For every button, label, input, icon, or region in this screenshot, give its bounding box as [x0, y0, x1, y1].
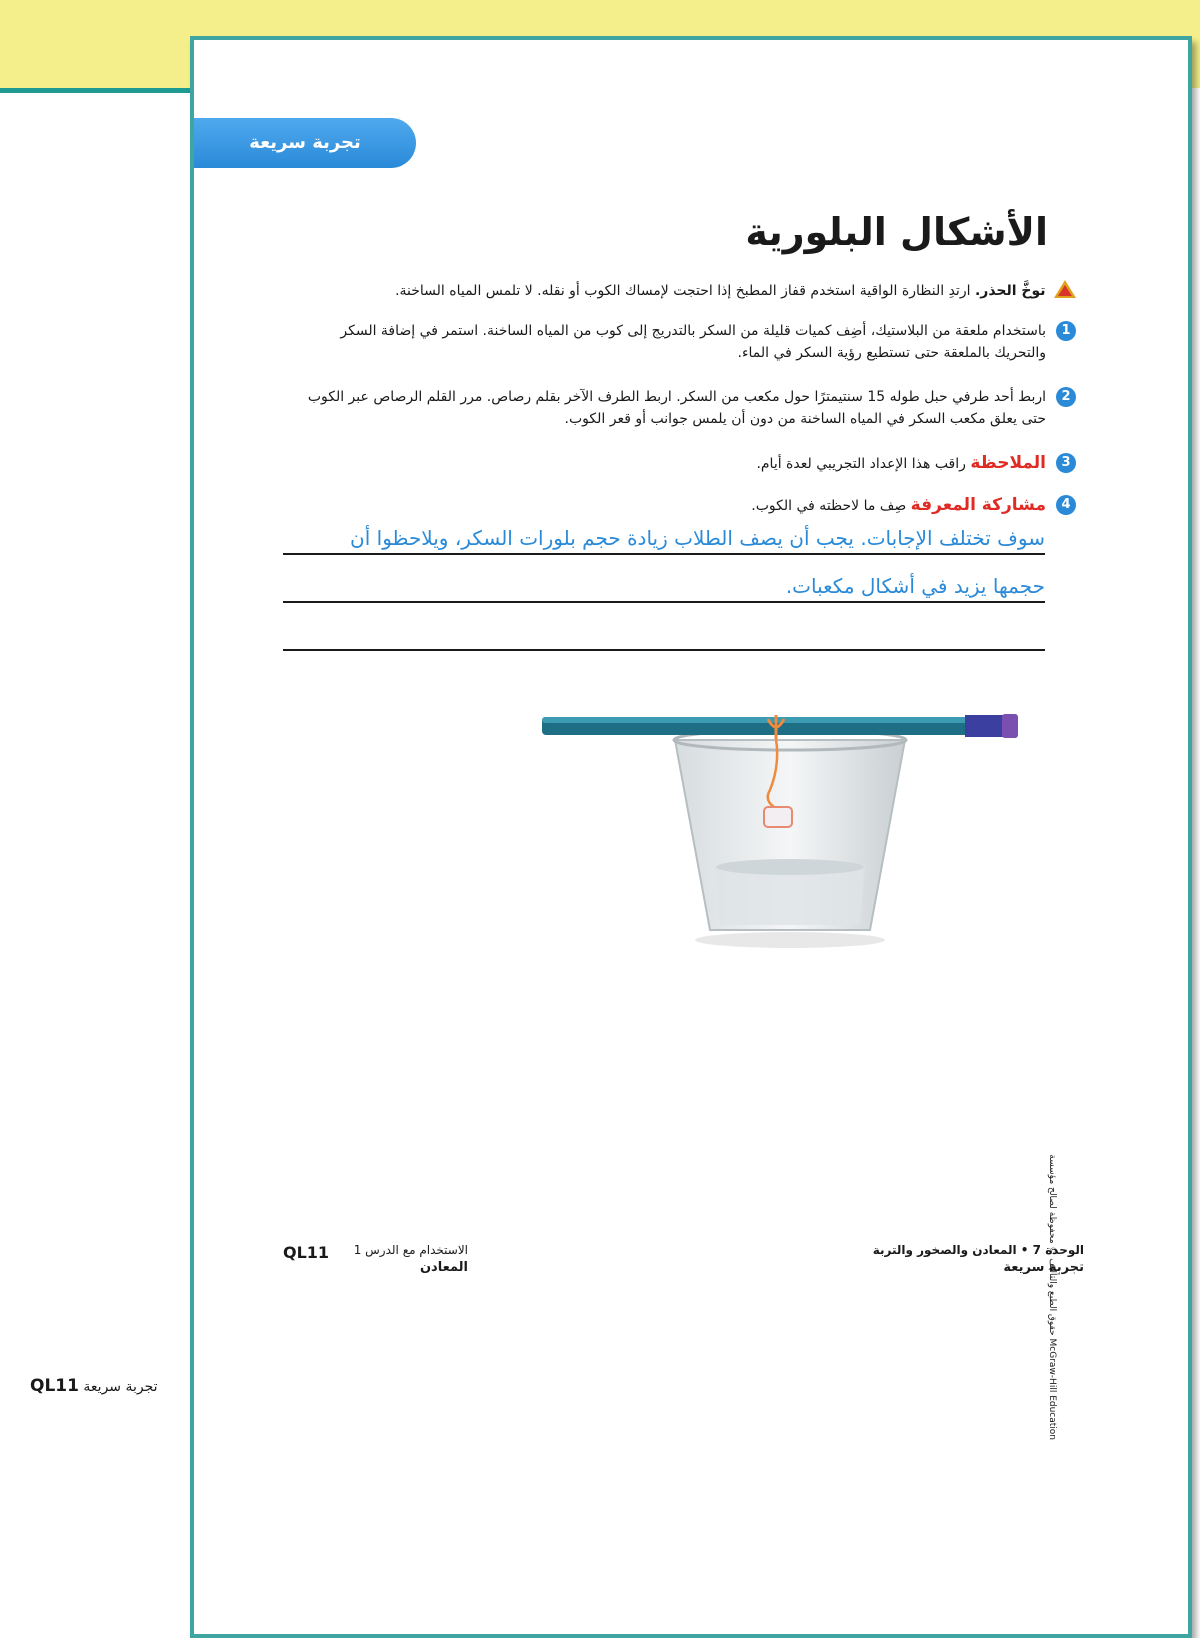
- step-number-3: 3: [1056, 453, 1076, 473]
- footer-unit-line: الوحدة 7 • المعادن والصخور والتربة: [872, 1243, 1084, 1257]
- step-text-2: اربط أحد طرفي حبل طوله 15 سنتيمترًا حول مكعب من السكر. اربط الطرف الآخر بقلم رصاص. مرر القلم الرصاص عبر الكوب حتى يعلق مكعب السكر في المياه الساخنة من دون أن يلمس جوانب أو قعر الكوب.: [307, 389, 1046, 427]
- footer-usage: الاستخدام مع الدرس 1: [353, 1243, 468, 1257]
- crystal-experiment-photo: [530, 695, 1030, 955]
- step-label-4: مشاركة المعرفة: [910, 495, 1046, 515]
- page-title: الأشكال البلورية: [745, 210, 1048, 254]
- copyright-notice: McGraw-Hill Education حقوق الطبع والتأليف © محفوظة لصالح مؤسسة: [1047, 1154, 1057, 1440]
- footer-page-code: QL11: [283, 1243, 330, 1262]
- step-number-2: 2: [1056, 387, 1076, 407]
- footer-lesson-name: المعادن: [419, 1260, 468, 1275]
- answer-rule-1: [283, 553, 1045, 555]
- footer-lesson: [354, 1242, 468, 1276]
- step-number-4: 4: [1056, 495, 1076, 515]
- caution-text: ارتدِ النظارة الواقية استخدم قفاز المطبخ إذا احتجت لإمساك الكوب أو نقله. لا تلمس المياه الساخنة.: [395, 283, 971, 299]
- answer-line-1: سوف تختلف الإجابات. يجب أن يصف الطلاب زيادة حجم بلورات السكر، ويلاحظوا أن: [350, 526, 1045, 550]
- teal-divider: [0, 88, 192, 93]
- bottom-page-label: [30, 1376, 158, 1396]
- step-1: [296, 320, 1076, 364]
- step-4: [296, 494, 1076, 517]
- step-3: [296, 452, 1076, 475]
- warning-icon: [1054, 280, 1076, 298]
- bottom-label-text: تجربة سريعة: [83, 1379, 158, 1395]
- answer-rule-2: [283, 601, 1045, 603]
- answer-rule-3: [283, 649, 1045, 651]
- step-text-1: باستخدام ملعقة من البلاستيك، أضِف كميات قليلة من السكر بالتدريج إلى كوب من المياه الساخنة. استمر في إضافة السكر والتحريك بالملعقة حتى تستطيع رؤية السكر في الماء.: [340, 323, 1046, 361]
- answer-line-2: حجمها يزيد في أشكال مكعبات.: [785, 574, 1045, 598]
- step-number-1: 1: [1056, 321, 1076, 341]
- bottom-page-code: QL11: [30, 1376, 79, 1396]
- step-text-4: صِف ما لاحظته في الكوب.: [751, 498, 907, 514]
- caution-note: [276, 280, 1076, 302]
- step-text-3: راقب هذا الإعداد التجريبي لعدة أيام.: [756, 456, 966, 472]
- footer-unit-sub: تجربة سريعة: [1003, 1260, 1084, 1275]
- step-2: [296, 386, 1076, 430]
- section-tab: تجربة سريعة: [194, 118, 416, 168]
- step-label-3: الملاحظة: [970, 453, 1046, 473]
- caution-label: توخَّ الحذر.: [974, 283, 1046, 299]
